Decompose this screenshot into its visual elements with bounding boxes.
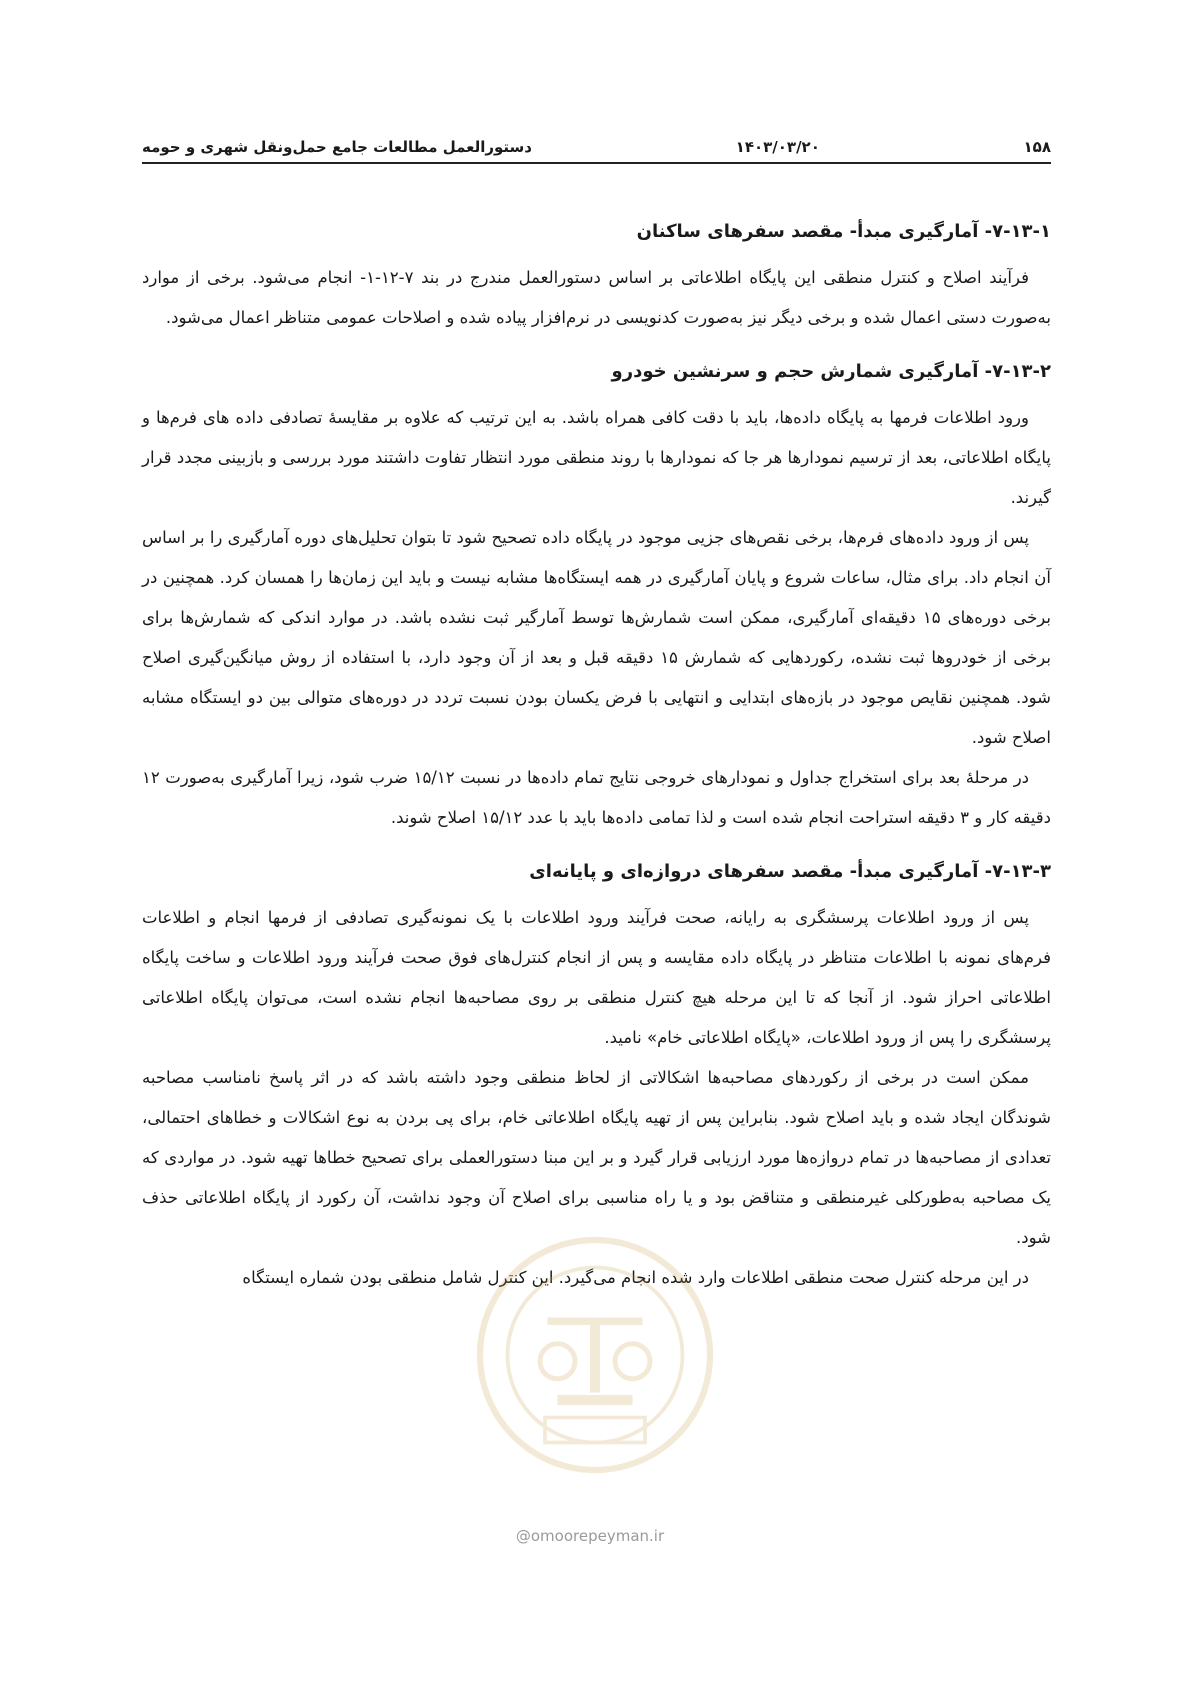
- paragraph: ممکن است در برخی از رکوردهای مصاحبه‌ها اشکالاتی از لحاظ منطقی وجود داشته باشد که در اثر پاسخ نامناسب مصاحبه شوندگان ایجاد شده و باید اصلاح شود. بنابراین پس از تهیه پایگاه اطلاعاتی خام، برای پی بردن به نوع اشکالات و خطاهای احتمالی، تعدادی از مصاحبه‌ها در تمام دروازه‌ها مورد ارزیابی قرار گیرد و بر این مبنا دستورالعملی برای تصحیح خطاها تهیه شود. در مواردی که یک مصاحبه به‌طورکلی غیرمنطقی و متناقض بود و یا راه مناسبی برای اصلاح آن وجود نداشت، آن رکورد از پایگاه اطلاعاتی حذف شود.: [142, 1068, 1051, 1247]
- section-heading-3: ۷-۱۳-۳- آمارگیری مبدأ- مقصد سفرهای دروازه‌ای و پایانه‌ای: [529, 861, 1051, 882]
- watermark-logo-icon: [470, 1230, 720, 1480]
- paragraph: پس از ورود اطلاعات پرسشگری به رایانه، صحت فرآیند ورود اطلاعات با یک نمونه‌گیری تصادفی از فرمها انجام و اطلاعات فرم‌های نمونه با اطلاعات متناظر در پایگاه داده مقایسه و پس از انجام کنترل‌های فوق صحت فرآیند ورود اطلاعات و ساخت پایگاه اطلاعاتی احراز شود. از آنجا که تا این مرحله هیچ کنترل منطقی بر روی مصاحبه‌ها انجام نشده است، می‌توان پایگاه اطلاعاتی پرسشگری را پس از ورود اطلاعات، «پایگاه اطلاعاتی خام» نامید.: [142, 908, 1051, 1047]
- document-body: [142, 212, 1051, 1298]
- section-heading-1: ۷-۱۳-۱- آمارگیری مبدأ- مقصد سفرهای ساکنان: [636, 221, 1051, 242]
- paragraph: در این مرحله کنترل صحت منطقی اطلاعات وارد شده انجام می‌گیرد. این کنترل شامل منطقی بودن شماره ایستگاه: [242, 1268, 1029, 1287]
- document-date: ۱۴۰۳/۰۳/۲۰: [735, 138, 820, 156]
- page-number: ۱۵۸: [1023, 138, 1051, 156]
- section-heading-2: ۷-۱۳-۲- آمارگیری شمارش حجم و سرنشین خودرو: [611, 361, 1051, 382]
- paragraph: پس از ورود داده‌های فرم‌ها، برخی نقص‌های جزیی موجود در پایگاه داده تصحیح شود تا بتوان تحلیل‌های دوره آمارگیری را بر اساس آن انجام داد. برای مثال، ساعات شروع و پایان آمارگیری در همه ایستگاه‌ها مشابه نیست و باید این زمان‌ها را همسان کرد. همچنین در برخی دوره‌های ۱۵ دقیقه‌ای آمارگیری، ممکن است شمارش‌ها توسط آمارگیر ثبت نشده باشد. در موارد اندکی که شمارش‌ها برای برخی از خودروها ثبت نشده، رکوردهایی که شمارش ۱۵ دقیقه قبل و بعد از آن وجود دارد، با استفاده از روش میانگین‌گیری اصلاح شود. همچنین نقایص موجود در بازه‌های ابتدایی و انتهایی با فرض یکسان بودن نسبت تردد در دوره‌های متوالی بین دو ایستگاه مشابه اصلاح شود.: [142, 528, 1051, 747]
- page-header: [142, 128, 1051, 164]
- paragraph: فرآیند اصلاح و کنترل منطقی این پایگاه اطلاعاتی بر اساس دستورالعمل مندرج در بند ۷-۱۲-۱- انجام می‌شود. برخی از موارد به‌صورت دستی اعمال شده و برخی دیگر نیز به‌صورت کدنویسی در نرم‌افزار پیاده شده و اصلاحات عمومی متناظر اعمال می‌شود.: [142, 268, 1051, 327]
- watermark-text: @omoorepeyman.ir: [515, 1527, 665, 1545]
- document-title: دستورالعمل مطالعات جامع حمل‌ونقل شهری و حومه: [142, 138, 533, 156]
- paragraph: در مرحلهٔ بعد برای استخراج جداول و نمودارهای خروجی نتایج تمام داده‌ها در نسبت ۱۵/۱۲ ضرب شود، زیرا آمارگیری به‌صورت ۱۲ دقیقه کار و ۳ دقیقه استراحت انجام شده است و لذا تمامی داده‌ها باید با عدد ۱۵/۱۲ اصلاح شوند.: [142, 768, 1051, 827]
- paragraph: ورود اطلاعات فرمها به پایگاه داده‌ها، باید با دقت کافی همراه باشد. به این ترتیب که علاوه بر مقایسهٔ تصادفی داده های فرم‌ها و پایگاه اطلاعاتی، بعد از ترسیم نمودارها هر جا که نمودارها با روند منطقی مورد انتظار تفاوت داشتند مورد بررسی و بازبینی مجدد قرار گیرند.: [142, 408, 1051, 507]
